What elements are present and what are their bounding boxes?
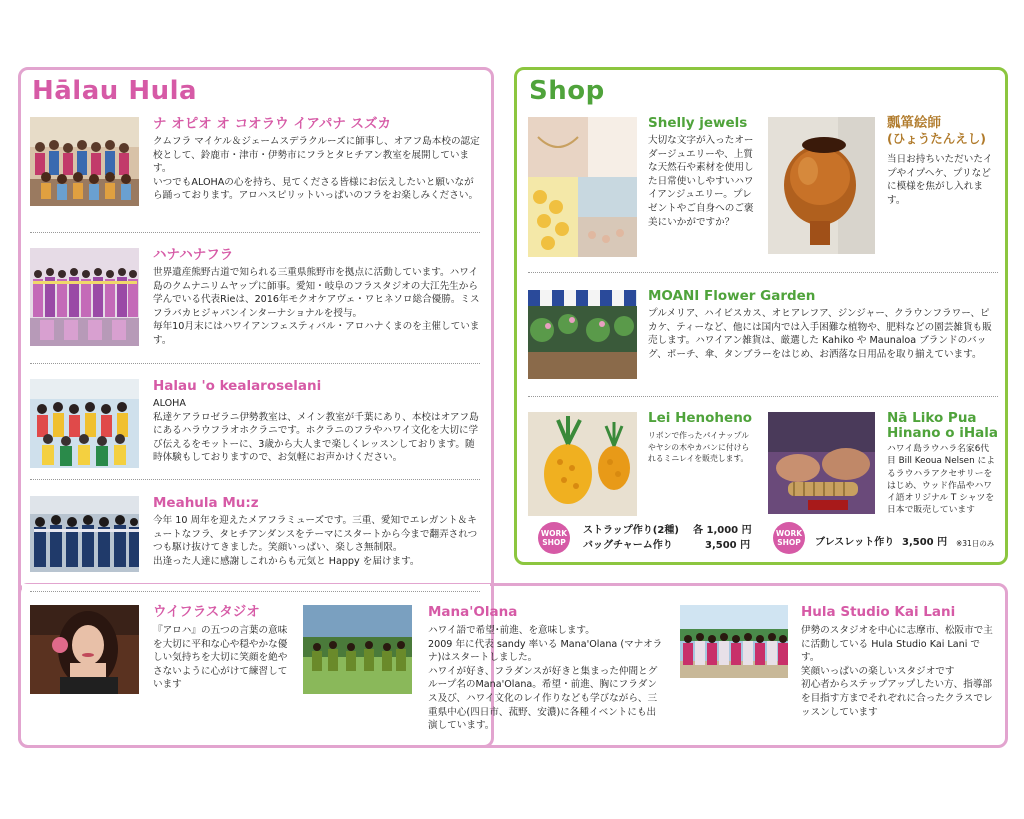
shop-text-moani: プルメリア、ハイビスカス、オヒアレフア、ジンジャー、クラウンフラワー、ピカケ、ティーなど、他には国内では入手困難な植物や、肥料などの園芸雑貨も販売します。ハワイアン雑貨は、厳選した Kahiko や Maunaloa ブランドのバッグ、ポーチ、傘、タンブラーをはじめ、お洒落な日用品を取り揃えています。 bbox=[648, 308, 992, 360]
group-photo-hanahana bbox=[30, 248, 139, 346]
divider bbox=[30, 232, 480, 233]
hula-name-kailani: Hula Studio Kai Lani bbox=[801, 604, 956, 620]
hula-text-1: クムフラ マイケル＆ジェームスデラクルーズに師事し、オアフ島本校の認定校として、鈴鹿市・津市・伊勢市にフラとタヒチアン教室を展開しています。 いつでもALOHAの心を持ち、見てくださる皆様にお伝えしたいと願いながら踊っております。アロハスピリットいっぱいのフラをお楽しみください。 bbox=[153, 136, 480, 202]
gourd-photo-hyotan bbox=[768, 117, 875, 254]
halau-hula-title: Hālau Hula bbox=[32, 76, 198, 106]
shop-text-naliko: ハワイ島ラウハラ名家6代 目 Bill Keoua Nelsen によるラウハラアクセサリーをはじめ、ウッド作品やハワイ語オリジナル T シャツを日本で販売しています bbox=[887, 444, 996, 516]
divider bbox=[30, 363, 480, 364]
workshop-item-strap: ストラップ作り(2種) bbox=[583, 525, 679, 536]
stage-photo-manaolana bbox=[303, 605, 412, 694]
shop-name-naliko-2: Hinano o iHala bbox=[887, 425, 998, 441]
shop-text-shelly: 大切な文字が入ったオーダージュエリーや、上質な天然石や素材を使用した日常使いしやすいハワイアンジュエリー。プレゼントやご自身へのご褒美にいかがですか？ bbox=[648, 135, 754, 228]
shop-title: Shop bbox=[529, 76, 605, 106]
workshop-badge bbox=[538, 522, 570, 554]
divider bbox=[30, 591, 480, 592]
hula-name-2: ハナハナフラ bbox=[153, 247, 234, 263]
hula-name-3: Halau 'o kealaroselani bbox=[153, 378, 322, 394]
hula-name-4: Meahula Mu:z bbox=[153, 495, 259, 511]
workshop-price-bracelet: 3,500 円 bbox=[902, 537, 948, 548]
portrait-photo-uihula bbox=[30, 605, 139, 694]
hula-name-uihula: ウイフラスタジオ bbox=[153, 604, 260, 620]
shop-name-lei: Lei Henoheno bbox=[648, 410, 753, 426]
divider bbox=[528, 272, 998, 273]
workshop-price-strap: 各 1,000 円 bbox=[693, 525, 752, 536]
jewelry-photo-shelly bbox=[528, 117, 637, 257]
shop-name-moani: MOANI Flower Garden bbox=[648, 288, 816, 304]
workshop-item-charm: バッグチャーム作り bbox=[583, 540, 673, 551]
badge-line: SHOP bbox=[542, 538, 566, 547]
shop-name-shelly: Shelly jewels bbox=[648, 115, 748, 131]
hula-text-manaolana: ハワイ語で希望･前進、を意味します。 2009 年に代表 sandy 率いる Mana'Olana (マナオラナ)はスタートしました。 ハワイが好き、フラダンスが好きと集まった仲間とグループ名のMana'Olana。希望・前進、胸にフラダンス及び、ハワイ文化のレイ作りなども学びながら、三重県中心(四日市、菰野、安濃)に各種イベントにも出演しています。 bbox=[428, 625, 663, 732]
workshop-note: ※31日のみ bbox=[956, 539, 995, 548]
shop-text-lei: リボンで作ったパイナップルやヤシの木やカバンに付けられるミニレイを販売します。 bbox=[648, 431, 750, 463]
shop-name-naliko-1: Nā Liko Pua bbox=[887, 410, 977, 426]
hula-text-2: 世界遺産熊野古道で知られる三重県熊野市を拠点に活動しています。ハワイ島のクムナニリムヤップに師事。愛知・岐阜のフラスタジオの大江先生から学んでいる代表Rieは、2016年モクオケアヴェ・ワヒネソロ総合優勝。ミスフラバカヒジャパンインターナショナルを授与。 毎年10月末にはハワイアンフェスティバル・アロハナくまのを主催しています。 bbox=[153, 267, 480, 346]
group-photo-naopio bbox=[30, 117, 139, 206]
hula-text-kailani: 伊勢のスタジオを中心に志摩市、松阪市で主に活動している Hula Studio Kai Lani です。 笑顔いっぱいの楽しいスタジオです 初心者からステップアップしたい方、指導部を目指す方までそれぞれに合ったクラスでレッスンしています bbox=[801, 625, 993, 718]
hula-text-4: 今年 10 周年を迎えたメアフラミューズです。三重、愛知でエレガント＆キュートなフラ、タヒチアンダンスをテーマにスタートから今まで翻弄されつつも駆け抜けてきました。笑顔いっぱい、楽しさ無制限。 出逢った人達に感謝しこれからも元気と Happy を届けます。 bbox=[153, 515, 478, 567]
workshop-price-charm: 3,500 円 bbox=[705, 540, 751, 551]
frame-join bbox=[22, 584, 490, 590]
divider bbox=[528, 396, 998, 397]
hula-text-3: ALOHA 私達ケアラロゼラニ伊勢教室は、メイン教室が千葉にあり、本校はオアフ島にあるハラウフラオホクラニです。ホクラニのフラやハワイ文化を大切に学び伝えるをモットーに、3歳から大人まで楽しくレッスンしております。随時体験もしておりますので、お気軽にお声かけください。 bbox=[153, 398, 479, 464]
badge-line: WORK bbox=[775, 529, 803, 538]
workshop-item-bracelet: ブレスレット作り bbox=[815, 537, 895, 548]
shop-text-hyotan: 当日お持ちいただいたイプやイプヘケ、プリなどに模様を焦がし入れます。 bbox=[887, 154, 993, 206]
group-photo-kailani bbox=[680, 605, 788, 678]
badge-line: WORK bbox=[540, 529, 568, 538]
badge-line: SHOP bbox=[777, 538, 801, 547]
shop-sub-hyotan: (ひょうたんえし) bbox=[887, 131, 986, 146]
group-photo-meahula bbox=[30, 496, 139, 572]
shop-name-hyotan: 瓢箪絵師 bbox=[887, 115, 941, 131]
hula-name-1: ナ オピオ オ コオラウ イアパナ スズカ bbox=[153, 116, 392, 132]
workshop-badge bbox=[773, 522, 805, 554]
tent-photo-moani bbox=[528, 290, 637, 379]
divider bbox=[30, 479, 480, 480]
hula-text-uihula: 『アロハ』の五つの言葉の意味を大切に平和な心や穏やかな優しい気持ちを大切に笑顔を絶やさないように心がけて練習しています bbox=[153, 625, 288, 691]
group-photo-kealaroselani bbox=[30, 379, 139, 468]
hula-name-manaolana: Mana'Olana bbox=[428, 604, 518, 620]
weaving-photo-naliko bbox=[768, 412, 875, 514]
pineapple-photo-lei bbox=[528, 412, 637, 516]
